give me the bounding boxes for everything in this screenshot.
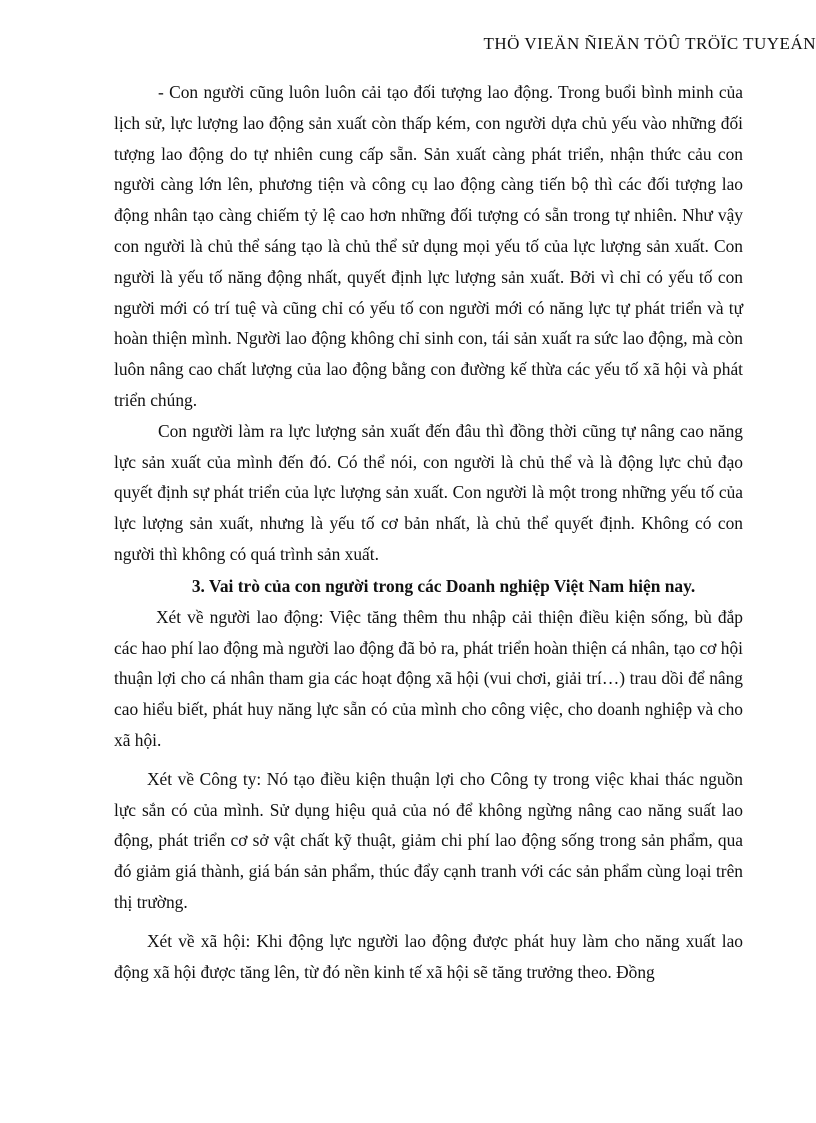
document-body: [114, 77, 743, 987]
paragraph-labor-object: - Con người cũng luôn luôn cải tạo đối tượng lao động. Trong buổi bình minh của lịch sử, lực lượng lao động sản xuất còn thấp kém, con người dựa chủ yếu vào những đối tượng lao động do tự nhiên cung cấp sẵn. Sản xuất càng phát triển, nhận thức cảu con người càng lớn lên, phương tiện và công cụ lao động càng tiến bộ thì các đối tượng lao động nhân tạo càng chiếm tỷ lệ cao hơn những đối tượng có sẵn trong tự nhiên. Như vậy con người là chủ thể sáng tạo là chủ thể sử dụng mọi yếu tố của lực lượng sản xuất. Con người là yếu tố năng động nhất, quyết định lực lượng sản xuất. Bởi vì chỉ có yếu tố con người mới có trí tuệ và cũng chỉ có yếu tố con người mới có năng lực tự phát triển và tự hoàn thiện mình. Người lao động không chỉ sinh con, tái sản xuất ra sức lao động, mà còn luôn nâng cao chất lượng của lao động bằng con đường kế thừa các yếu tố xã hội và phát triển chúng.: [114, 82, 743, 410]
section-heading: 3. Vai trò của con người trong các Doanh nghiệp Việt Nam hiện nay.: [191, 575, 696, 596]
paragraph-society-perspective: Xét về xã hội: Khi động lực người lao động được phát huy làm cho năng xuất lao động xã hội được tăng lên, từ đó nền kinh tế xã hội sẽ tăng trưởng theo. Đồng: [114, 930, 743, 982]
paragraph-human-productive-force: Con người làm ra lực lượng sản xuất đến đâu thì đồng thời cũng tự nâng cao năng lực sản xuất của mình đến đó. Có thể nói, con người là chủ thể và là động lực chủ đạo quyết định sự phát triển của lực lượng sản xuất. Con người là một trong những yếu tố của lực lượng sản xuất, nhưng là yếu tố cơ bản nhất, là chủ thể quyết định. Không có con người thì không có quá trình sản xuất.: [114, 420, 743, 564]
paragraph-company-perspective: Xét về Công ty: Nó tạo điều kiện thuận lợi cho Công ty trong việc khai thác nguồn lực sắn có của mình. Sử dụng hiệu quả của nó để không ngừng nâng cao năng suất lao động, phát triển cơ sở vật chất kỹ thuật, giảm chi phí lao động sống trong sản phẩm, qua đó giảm giá thành, giá bán sản phẩm, thúc đẩy cạnh tranh với các sản phẩm cùng loại trên thị trường.: [114, 768, 743, 912]
page-header: THÖ VIEÄN ÑIEÄN TÖÛ TRÖÏC TUYEÁN: [483, 34, 816, 53]
paragraph-worker-perspective: Xét về người lao động: Việc tăng thêm thu nhập cải thiện điều kiện sống, bù đắp các hao phí lao động mà người lao động đã bỏ ra, phát triển hoàn thiện cá nhân, tạo cơ hội thuận lợi cho cá nhân tham gia các hoạt động xã hội (vui chơi, giải trí…) trau dồi để nâng cao hiểu biết, phát huy năng lực sẵn có của mình cho công việc, cho doanh nghiệp và cho xã hội.: [114, 606, 743, 750]
